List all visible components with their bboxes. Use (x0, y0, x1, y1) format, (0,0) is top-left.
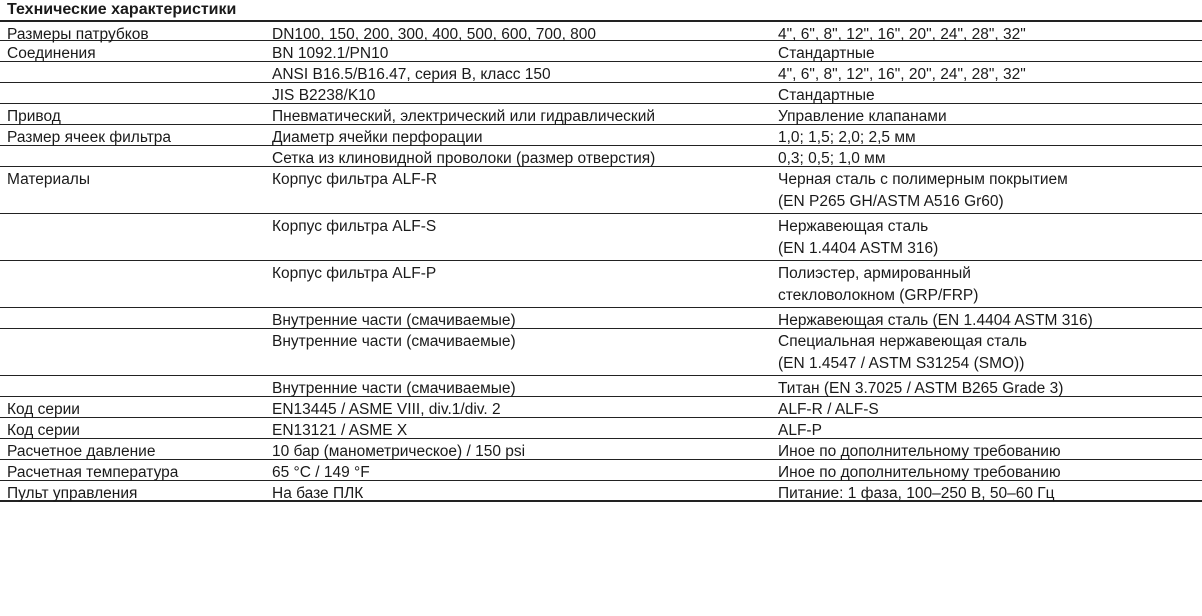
table-row (0, 41, 1202, 62)
spec-value: Корпус фильтра ALF-S (272, 218, 437, 235)
spec-value: Корпус фильтра ALF-R (272, 171, 438, 188)
table-row (0, 418, 1202, 439)
spec-value: EN13121 / ASME X (272, 422, 408, 439)
spec-value: Внутренние части (смачиваемые) (272, 380, 516, 397)
spec-value: На базе ПЛК (272, 485, 364, 502)
spec-value: Диаметр ячейки перфорации (272, 129, 483, 146)
spec-value: Корпус фильтра ALF-P (272, 265, 437, 282)
table-row (0, 308, 1202, 329)
spec-value: Внутренние части (смачиваемые) (272, 333, 516, 350)
spec-note: Управление клапанами (778, 108, 947, 125)
spec-note: Титан (EN 3.7025 / ASTM B265 Grade 3) (778, 380, 1064, 397)
table-row (0, 376, 1202, 397)
table-row (0, 397, 1202, 418)
spec-note: 0,3; 0,5; 1,0 мм (778, 150, 886, 167)
spec-note: ALF-R / ALF-S (778, 401, 879, 418)
table-row (0, 62, 1202, 83)
spec-name: Материалы (7, 171, 90, 188)
spec-value: DN100, 150, 200, 300, 400, 500, 600, 700, 800 (272, 26, 597, 43)
spec-note: Нержавеющая сталь (EN 1.4404 ASTM 316) (778, 312, 1093, 329)
spec-note: 1,0; 1,5; 2,0; 2,5 мм (778, 129, 916, 146)
spec-note-line2: стекловолокном (GRP/FRP) (778, 287, 979, 304)
spec-note-line2: (EN 1.4404 ASTM 316) (778, 240, 939, 257)
spec-name: Расчетная температура (7, 464, 179, 481)
spec-value: Пневматический, электрический или гидравлический (272, 108, 656, 125)
spec-note: Стандартные (778, 87, 875, 104)
spec-name: Размеры патрубков (7, 26, 149, 43)
table-row (0, 125, 1202, 146)
table-row (0, 261, 1202, 308)
spec-value: ANSI B16.5/B16.47, серия В, класс 150 (272, 66, 551, 83)
spec-name: Расчетное давление (7, 443, 156, 460)
spec-note-line2: (EN P265 GH/ASTM A516 Gr60) (778, 193, 1004, 210)
table-row (0, 329, 1202, 376)
spec-name: Код серии (7, 401, 80, 418)
spec-name: Код серии (7, 422, 80, 439)
spec-name: Соединения (7, 45, 96, 62)
spec-value: EN13445 / ASME VIII, div.1/div. 2 (272, 401, 501, 418)
table-row (0, 214, 1202, 261)
spec-value: JIS B2238/K10 (272, 87, 376, 104)
spec-value: 10 бар (манометрическое) / 150 psi (272, 443, 526, 460)
table-row (0, 439, 1202, 460)
table-row (0, 460, 1202, 481)
spec-note: Нержавеющая сталь (778, 218, 929, 235)
spec-value: 65 °C / 149 °F (272, 464, 370, 481)
table-row (0, 167, 1202, 214)
spec-value: BN 1092.1/PN10 (272, 45, 389, 62)
spec-value: Внутренние части (смачиваемые) (272, 312, 516, 329)
spec-name: Размер ячеек фильтра (7, 129, 172, 146)
table-row (0, 481, 1202, 502)
spec-note: Иное по дополнительному требованию (778, 464, 1061, 481)
spec-note: 4", 6", 8", 12", 16", 20", 24", 28", 32" (778, 66, 1026, 83)
spec-note: ALF-P (778, 422, 822, 439)
spec-note: Специальная нержавеющая сталь (778, 333, 1027, 350)
spec-name: Привод (7, 108, 61, 125)
table-row (0, 104, 1202, 125)
section-title: Технические характеристики (7, 1, 237, 18)
spec-name: Пульт управления (7, 485, 138, 502)
spec-note: Стандартные (778, 45, 875, 62)
table-row (0, 83, 1202, 104)
spec-table (0, 20, 1202, 502)
table-row (0, 146, 1202, 167)
spec-note-line2: (EN 1.4547 / ASTM S31254 (SMO)) (778, 355, 1025, 372)
spec-note: 4", 6", 8", 12", 16", 20", 24", 28", 32" (778, 26, 1026, 43)
spec-note: Полиэстер, армированный (778, 265, 971, 282)
spec-note: Питание: 1 фаза, 100–250 В, 50–60 Гц (778, 485, 1055, 502)
spec-note: Иное по дополнительному требованию (778, 443, 1061, 460)
table-row (0, 20, 1202, 41)
spec-note: Черная сталь с полимерным покрытием (778, 171, 1068, 188)
spec-value: Сетка из клиновидной проволоки (размер отверстия) (272, 150, 656, 167)
